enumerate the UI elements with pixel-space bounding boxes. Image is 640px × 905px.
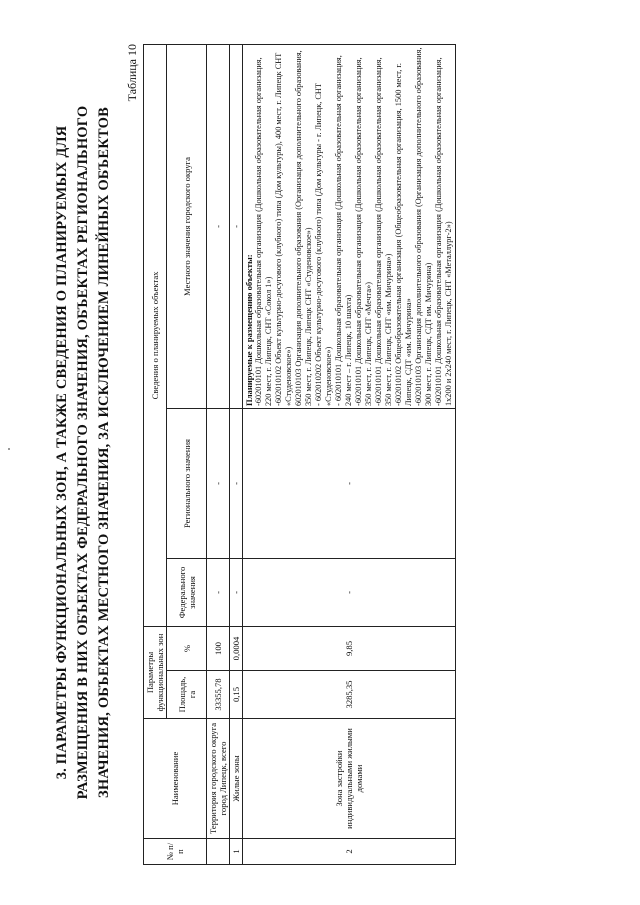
header-federal: Федерального значения [167,558,207,626]
cell-regional: - [243,408,456,558]
cell-regional: - [230,408,243,558]
cell-name: Жилые зоны [230,719,243,839]
header-regional: Регионального значения [167,408,207,558]
table-row [230,44,243,864]
section-heading-line-1: 3. ПАРАМЕТРЫ ФУНКЦИОНАЛЬНЫХ ЗОН, А ТАКЖЕ СВЕДЕНИЯ О ПЛАНИРУЕМЫХ ДЛЯ [54,125,70,780]
section-heading-line-3: ЗНАЧЕНИЯ, ОБЪЕКТАХ МЕСТНОГО ЗНАЧЕНИЯ, ЗА ИСКЛЮЧЕНИЕМ ЛИНЕЙНЫХ ОБЪЕКТОВ [96,107,112,798]
section-heading-line-2: РАЗМЕЩЕНИЯ В НИХ ОБЪЕКТАХ ФЕДЕРАЛЬНОГО ЗНАЧЕНИЯ, ОБЪЕКТАХ РЕГИОНАЛЬНОГО [75,105,91,800]
cell-area: 3285,35 [243,671,456,719]
cell-regional: - [207,408,230,558]
planned-objects-title: Планируемые к размещению объекты: [244,254,254,406]
cell-percent: 100 [207,626,230,670]
header-info: Сведения о планируемых объектах [144,44,167,626]
cell-num: 2 [243,839,456,865]
planned-objects-list: -602010101 Дошкольная образовательная организация (Дошкольная образовательная организация, 220 мест, г. Липецк, СНТ «Сокол 1») -602010102 Объект культурно-досугового (клубного) типа (Дом культуры), 400 мест, г. Липецк СНТ «Студеновское») 602010103 Организация дополнительного образования (Организация дополнительного образования, 350 мест, г. Липецк, Липецк СНТ «Студеновское») - 602010202 Объект культурно-досугового (клубного) типа (Дом культуры - г. Липецк, СНТ «Студеновское») - 602010101 Дошкольная образовательная организация (Дошкольная образовательная организация, 240 мест – г. Липецк, 10 шахта) -602010101 Дошкольная образовательная организация (Дошкольная образовательная организация, 350 мест, г. Липецк, СНТ «Мечта») -602010101 Дошкольная образовательная организация (Дошкольная образовательная организация, 350 мест, г. Липецк, СНТ «им. Мичурина») -602010102 Общеобразовательная организация (Общеобразовательная организация, 1500 мест, г. Липецк, СДТ «им. Мичурина» -602010103 Организация дополнительного образования (Организация дополнительного образования, 300 мест, г. Липецк, СДТ им. Мичурина) -602010101 Дошкольная образовательная организация (Дошкольная образовательная организация, 1х200 и 2х240 мест, г. Липецк, СНТ «Металлург-2») [254,47,453,406]
table-row [207,44,230,864]
header-percent: % [167,626,207,670]
cell-federal: - [243,558,456,626]
cell-federal: - [230,558,243,626]
cell-area: 33355,78 [207,671,230,719]
cell-local-objects [243,44,456,408]
header-area: Площадь, га [167,671,207,719]
cell-name: Зона застройки индивидуальными жилыми домами [243,719,456,839]
cell-area: 0,15 [230,671,243,719]
table-row [243,44,456,864]
cell-local: - [230,44,243,408]
header-num: № п/п [144,839,207,865]
cell-local: - [207,44,230,408]
cell-num [207,839,230,865]
header-name: Наименование [144,719,207,839]
zones-table [143,44,456,865]
cell-percent: 0,0004 [230,626,243,670]
scan-mark [8,448,10,450]
header-params: Параметры функциональных зон [144,626,167,718]
cell-federal: - [207,558,230,626]
cell-percent: 9,85 [243,626,456,670]
table-label: Таблица 10 [125,44,139,102]
cell-num: 1 [230,839,243,865]
header-local: Местного значения городского округа [167,44,207,408]
cell-name: Территория городского округа город Липецк, всего [207,719,230,839]
